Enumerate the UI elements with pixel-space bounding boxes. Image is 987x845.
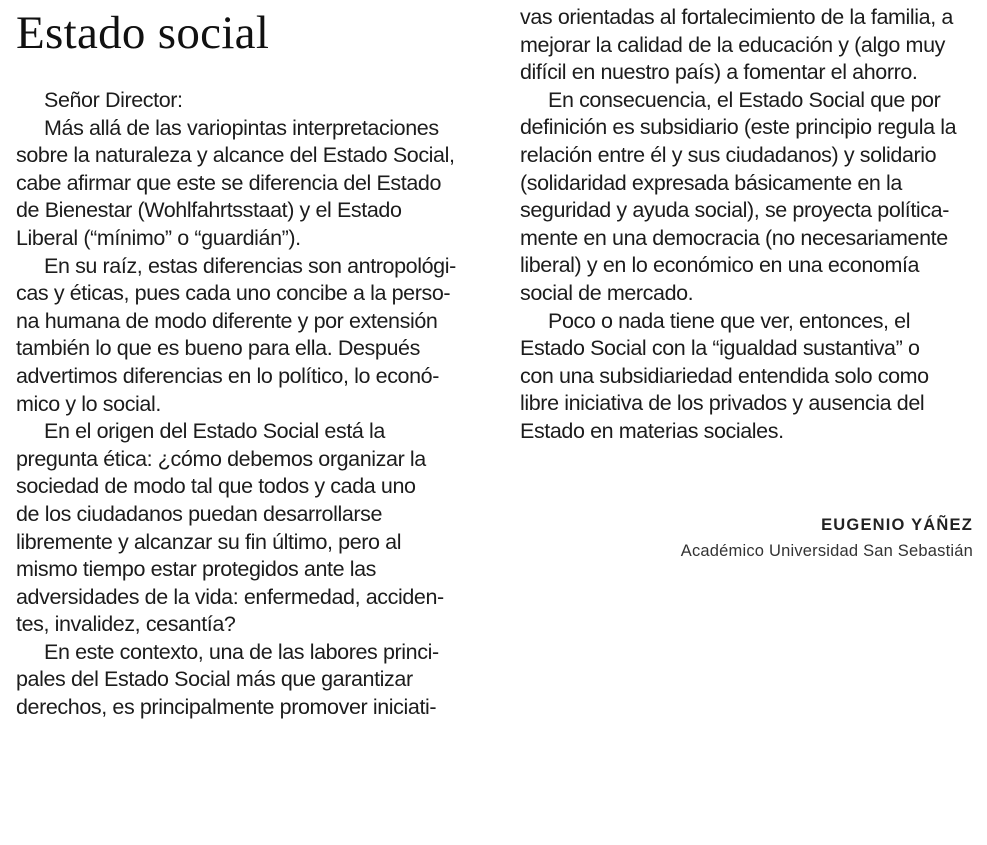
signature-block: [681, 512, 973, 564]
text-line: pregunta ética: ¿cómo debemos organizar la: [16, 446, 426, 471]
text-line: na humana de modo diferente y por extensión: [16, 308, 438, 333]
text-line: vas orientadas al fortalecimiento de la familia, a: [520, 5, 953, 29]
text-line: con una subsidiariedad entendida solo como: [520, 363, 929, 388]
text-line: social de mercado.: [520, 280, 694, 305]
text-line: mismo tiempo estar protegidos ante las: [16, 557, 377, 582]
text-line: de Bienestar (Wohlfahrtsstaat) y el Estado: [16, 198, 402, 223]
text-line: tes, invalidez, cesantía?: [16, 612, 236, 637]
text-line: difícil en nuestro país) a fomentar el ahorro.: [520, 60, 918, 85]
text-line: sobre la naturaleza y alcance del Estado Social,: [16, 143, 455, 168]
text-line: cabe afirmar que este se diferencia del Estado: [16, 170, 441, 195]
article-title: Estado social: [16, 7, 270, 59]
text-line: pales del Estado Social más que garantizar: [16, 667, 413, 692]
text-line: cas y éticas, pues cada uno concibe a la perso-: [16, 281, 451, 306]
text-line: En el origen del Estado Social está la: [44, 419, 385, 444]
text-line: Liberal (“mínimo” o “guardián”).: [16, 225, 301, 250]
text-line: En su raíz, estas diferencias son antropológi-: [44, 253, 456, 278]
text-line: sociedad de modo tal que todos y cada uno: [16, 474, 416, 499]
text-line: adversidades de la vida: enfermedad, acciden-: [16, 584, 444, 609]
text-line: de los ciudadanos puedan desarrollarse: [16, 501, 383, 526]
text-line: mejorar la calidad de la educación y (algo muy: [520, 32, 945, 57]
text-line: relación entre él y sus ciudadanos) y solidario: [520, 142, 937, 167]
text-line: En consecuencia, el Estado Social que por: [548, 87, 941, 112]
text-line: En este contexto, una de las labores princi-: [44, 639, 439, 664]
text-line: Estado Social con la “igualdad sustantiva” o: [520, 336, 920, 361]
text-line: Estado en materias sociales.: [520, 418, 784, 443]
text-line: libre iniciativa de los privados y ausencia del: [520, 391, 925, 416]
text-line: libremente y alcanzar su fin último, pero al: [16, 529, 402, 554]
text-line: definición es subsidiario (este principio regula la: [520, 115, 957, 140]
text-line: Señor Director:: [44, 88, 183, 112]
text-line: derechos, es principalmente promover iniciati-: [16, 695, 437, 720]
author-affiliation: Académico Universidad San Sebastián: [680, 542, 973, 560]
left-text-column: [16, 87, 476, 722]
author-name: EUGENIO YÁÑEZ: [821, 516, 973, 534]
text-line: (solidaridad expresada básicamente en la: [520, 170, 902, 195]
text-line: Más allá de las variopintas interpretaciones: [44, 115, 439, 140]
text-line: advertimos diferencias en lo político, lo econó-: [16, 363, 439, 388]
text-line: mente en una democracia (no necesariamente: [520, 225, 948, 250]
right-text-column: [520, 4, 978, 446]
text-line: mico y lo social.: [16, 391, 161, 416]
text-line: seguridad y ayuda social), se proyecta política-: [520, 198, 949, 223]
text-line: también lo que es bueno para ella. Después: [16, 336, 420, 361]
text-line: liberal) y en lo económico en una economía: [520, 253, 920, 278]
text-line: Poco o nada tiene que ver, entonces, el: [548, 308, 911, 333]
